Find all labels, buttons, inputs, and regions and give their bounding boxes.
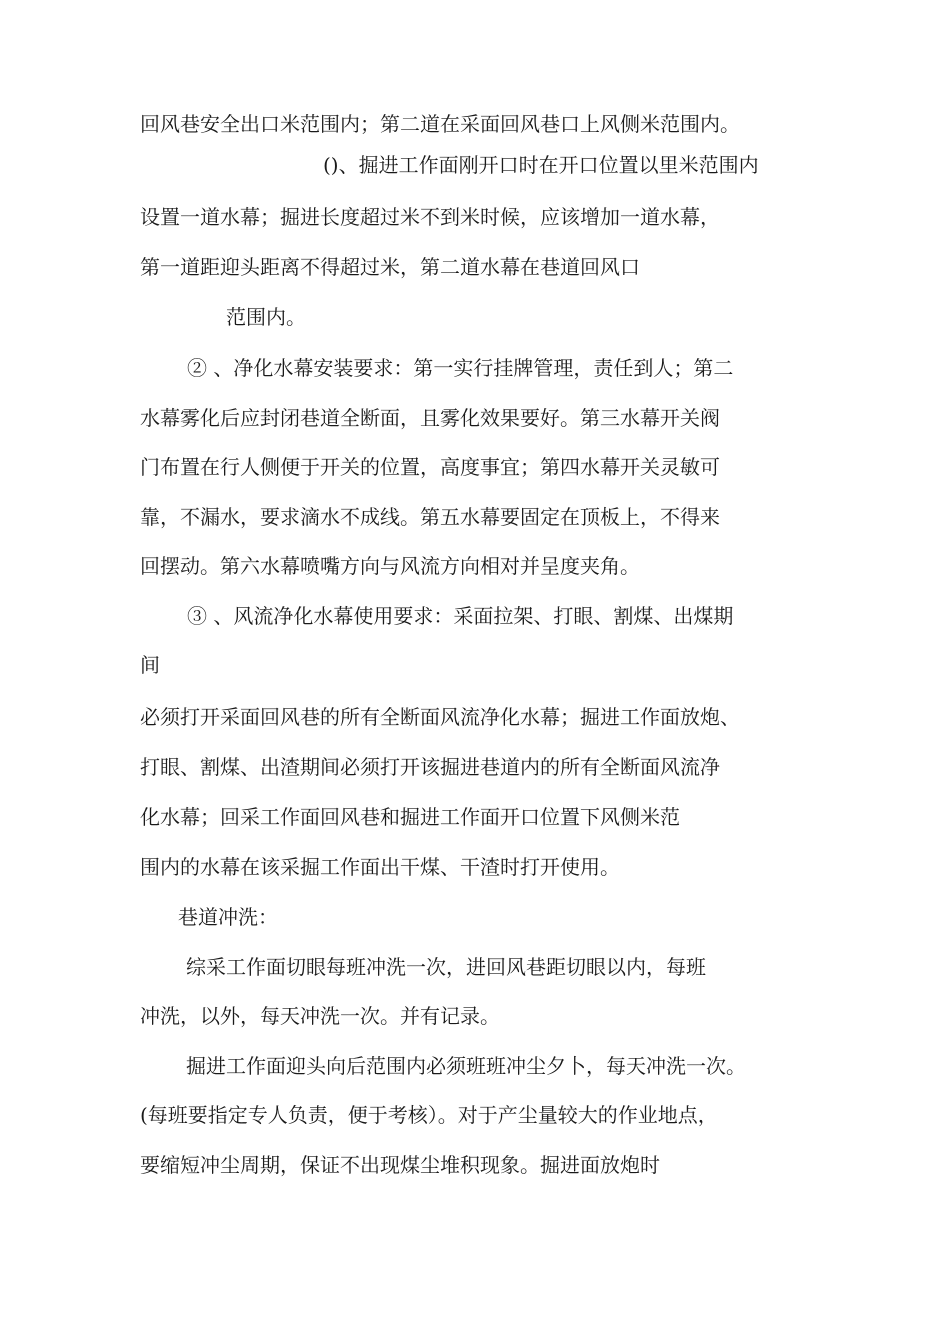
text-line-9: 靠，不漏水，要求滴水不成线。第五水幕要固定在顶板上，不得来 [140, 505, 720, 529]
text-line-14: 打眼、割煤、出渣期间必须打开该掘进巷道内的所有全断面风流净 [140, 755, 720, 779]
text-line-10: 回摆动。第六水幕喷嘴方向与风流方向相对并呈度夹角。 [140, 554, 640, 578]
text-line-15: 化水幕；回采工作面回风巷和掘进工作面开口位置下风侧米范 [140, 805, 680, 829]
text-line-18: 综采工作面切眼每班冲洗一次，进回风巷距切眼以内，每班 [186, 955, 706, 979]
text-line-1: 回风巷安全出口米范围内；第二道在采面回风巷口上风侧米范围内。 [140, 112, 740, 136]
text-line-8: 门布置在行人侧便于开关的位置，高度事宜；第四水幕开关灵敏可 [140, 455, 720, 479]
text-line-2: ()、掘进工作面刚开口时在开口位置以里米范围内 [323, 153, 759, 177]
text-line-13: 必须打开采面回风巷的所有全断面风流净化水幕；掘进工作面放炮、 [140, 705, 740, 729]
text-line-21: (每班要指定专人负责，便于考核）。对于产尘量较大的作业地点， [140, 1103, 718, 1127]
text-line-22: 要缩短冲尘周期，保证不出现煤尘堆积现象。掘进面放炮时 [140, 1153, 660, 1177]
text-line-17: 巷道冲洗： [178, 905, 278, 929]
text-line-3: 设置一道水幕；掘进长度超过米不到米时候，应该增加一道水幕， [140, 205, 720, 229]
text-line-19: 冲洗，以外，每天冲洗一次。并有记录。 [140, 1004, 500, 1028]
text-line-6: ② 、净化水幕安装要求：第一实行挂牌管理，责任到人；第二 [187, 356, 734, 380]
text-line-16: 围内的水幕在该采掘工作面出干煤、干渣时打开使用。 [140, 855, 620, 879]
text-line-4: 第一道距迎头距离不得超过米，第二道水幕在巷道回风口 [140, 255, 640, 279]
text-line-11: ③ 、风流净化水幕使用要求：采面拉架、打眼、割煤、出煤期 [187, 604, 734, 628]
text-line-12: 间 [140, 653, 160, 677]
text-line-20: 掘进工作面迎头向后范围内必须班班冲尘夕卜，每天冲洗一次。 [186, 1054, 746, 1078]
text-line-7: 水幕雾化后应封闭巷道全断面，且雾化效果要好。第三水幕开关阀 [140, 406, 720, 430]
text-line-5: 范围内。 [226, 305, 306, 329]
